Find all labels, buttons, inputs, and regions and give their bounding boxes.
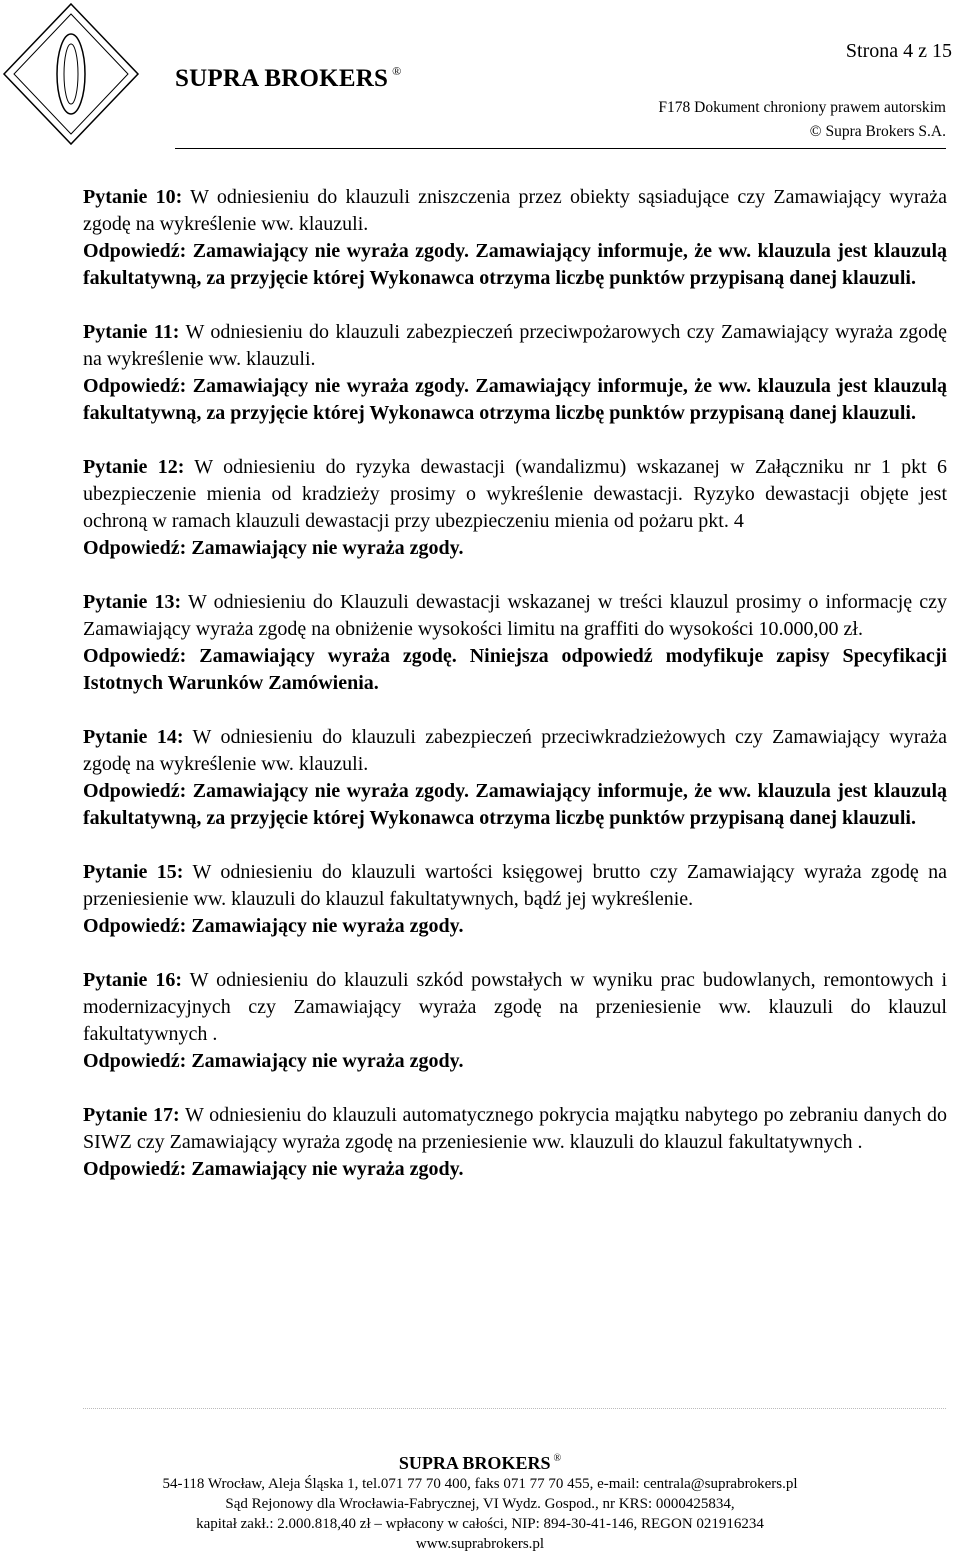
question-text: W odniesieniu do klauzuli zniszczenia przez obiekty sąsiadujące czy Zamawiający wyraża zgodę na wykreślenie ww. klauzuli. — [83, 186, 947, 235]
registered-mark: ® — [392, 64, 402, 78]
question-label: Pytanie 12: — [83, 456, 185, 478]
question-block — [83, 319, 947, 427]
question — [83, 859, 947, 913]
footer-capital-tax-ids: kapitał zakł.: 2.000.818,40 zł – wpłacony w całości, NIP: 894-30-41-146, REGON 021916234 — [196, 1516, 764, 1532]
answer: Odpowiedź: Zamawiający nie wyraża zgody. — [83, 1050, 464, 1072]
question-text: W odniesieniu do Klauzuli dewastacji wskazanej w treści klauzul prosimy o informację czy Zamawiający wyraża zgodę na obniżenie wysokości limitu na graffiti do wysokości 10.000,00 zł. — [83, 591, 948, 640]
question — [83, 454, 947, 535]
questions-list — [83, 184, 947, 1210]
question — [83, 589, 947, 643]
answer: Odpowiedź: Zamawiający wyraża zgodę. Niniejsza odpowiedź modyfikuje zapisy Specyfikacji Istotnych Warunków Zamówienia. — [83, 645, 947, 694]
footer-address: 54-118 Wrocław, Aleja Śląska 1, tel.071 77 70 400, faks 071 77 70 455, e-mail: centrala@suprabrokers.pl — [162, 1476, 798, 1492]
footer-divider — [83, 1408, 946, 1409]
question-block — [83, 454, 947, 562]
page-footer — [0, 1448, 960, 1554]
page-number: Strona 4 z 15 — [845, 40, 952, 62]
answer: Odpowiedź: Zamawiający nie wyraża zgody. Zamawiający informuje, że ww. klauzula jest klauzulą fakultatywną, za przyjęcie której Wykonawca otrzyma liczbę punktów przypisaną danej klauzuli. — [83, 375, 947, 424]
answer: Odpowiedź: Zamawiający nie wyraża zgody. — [83, 537, 464, 559]
copyright-note-line1: F178 Dokument chroniony prawem autorskim — [658, 99, 946, 116]
copyright-note — [658, 96, 946, 144]
question-text: W odniesieniu do ryzyka dewastacji (wandalizmu) wskazanej w Załączniku nr 1 pkt 6 ubezpieczenie mienia od kradzieży prosimy o wykreślenie dewastacji. Ryzyko dewastacji objęte jest ochroną w ramach klauzuli dewastacji przy ubezpieczeniu mienia od pożaru pkt. 4 — [83, 456, 947, 532]
question-block — [83, 724, 947, 832]
question-label: Pytanie 10: — [83, 186, 183, 208]
question-label: Pytanie 16: — [83, 969, 183, 991]
question-text: W odniesieniu do klauzuli automatycznego pokrycia majątku nabytego po zebraniu danych do SIWZ czy Zamawiający wyraża zgodę na przeniesienie ww. klauzuli do klauzul fakultatywnych . — [83, 1104, 948, 1153]
question-label: Pytanie 13: — [83, 591, 182, 613]
header-brand: SUPRA BROKERS ® — [175, 64, 402, 92]
question-text: W odniesieniu do klauzuli szkód powstałych w wyniku prac budowlanych, remontowych i modernizacyjnych czy Zamawiający wyraża zgodę na przeniesienie ww. klauzuli do klauzul fakultatywnych . — [83, 969, 948, 1045]
question — [83, 724, 947, 778]
question-block — [83, 859, 947, 940]
answer: Odpowiedź: Zamawiający nie wyraża zgody. Zamawiający informuje, że ww. klauzula jest klauzulą fakultatywną, za przyjęcie której Wykonawca otrzyma liczbę punktów przypisaną danej klauzuli. — [83, 240, 947, 289]
footer-brand: SUPRA BROKERS ® — [398, 1453, 562, 1473]
question — [83, 1102, 947, 1156]
question — [83, 184, 947, 238]
header-divider — [175, 148, 946, 149]
question-label: Pytanie 11: — [83, 321, 180, 343]
question-label: Pytanie 17: — [83, 1104, 180, 1126]
copyright-note-line2: © Supra Brokers S.A. — [809, 123, 946, 140]
question — [83, 319, 947, 373]
answer: Odpowiedź: Zamawiający nie wyraża zgody. — [83, 915, 464, 937]
footer-website-link[interactable]: www.suprabrokers.pl — [415, 1536, 545, 1552]
question-label: Pytanie 14: — [83, 726, 184, 748]
question-block — [83, 967, 947, 1075]
question — [83, 967, 947, 1048]
answer: Odpowiedź: Zamawiający nie wyraża zgody. Zamawiający informuje, że ww. klauzula jest klauzulą fakultatywną, za przyjęcie której Wykonawca otrzyma liczbę punktów przypisaną danej klauzuli. — [83, 780, 947, 829]
supra-brokers-logo-icon — [2, 2, 140, 146]
question-label: Pytanie 15: — [83, 861, 184, 883]
footer-court-registry: Sąd Rejonowy dla Wrocławia-Fabrycznej, VI Wydz. Gospod., nr KRS: 0000425834, — [225, 1496, 735, 1512]
question-text: W odniesieniu do klauzuli zabezpieczeń przeciwpożarowych czy Zamawiający wyraża zgodę na wykreślenie ww. klauzuli. — [83, 321, 947, 370]
page-header — [0, 0, 960, 160]
question-block — [83, 184, 947, 292]
registered-mark: ® — [553, 1453, 562, 1464]
answer: Odpowiedź: Zamawiający nie wyraża zgody. — [83, 1158, 464, 1180]
question-text: W odniesieniu do klauzuli wartości księgowej brutto czy Zamawiający wyraża zgodę na przeniesienie ww. klauzuli do klauzul fakultatywnych, bądź jej wykreślenie. — [83, 861, 947, 910]
question-text: W odniesieniu do klauzuli zabezpieczeń przeciwkradzieżowych czy Zamawiający wyraża zgodę na wykreślenie ww. klauzuli. — [83, 726, 948, 775]
question-block — [83, 1102, 947, 1183]
question-block — [83, 589, 947, 697]
